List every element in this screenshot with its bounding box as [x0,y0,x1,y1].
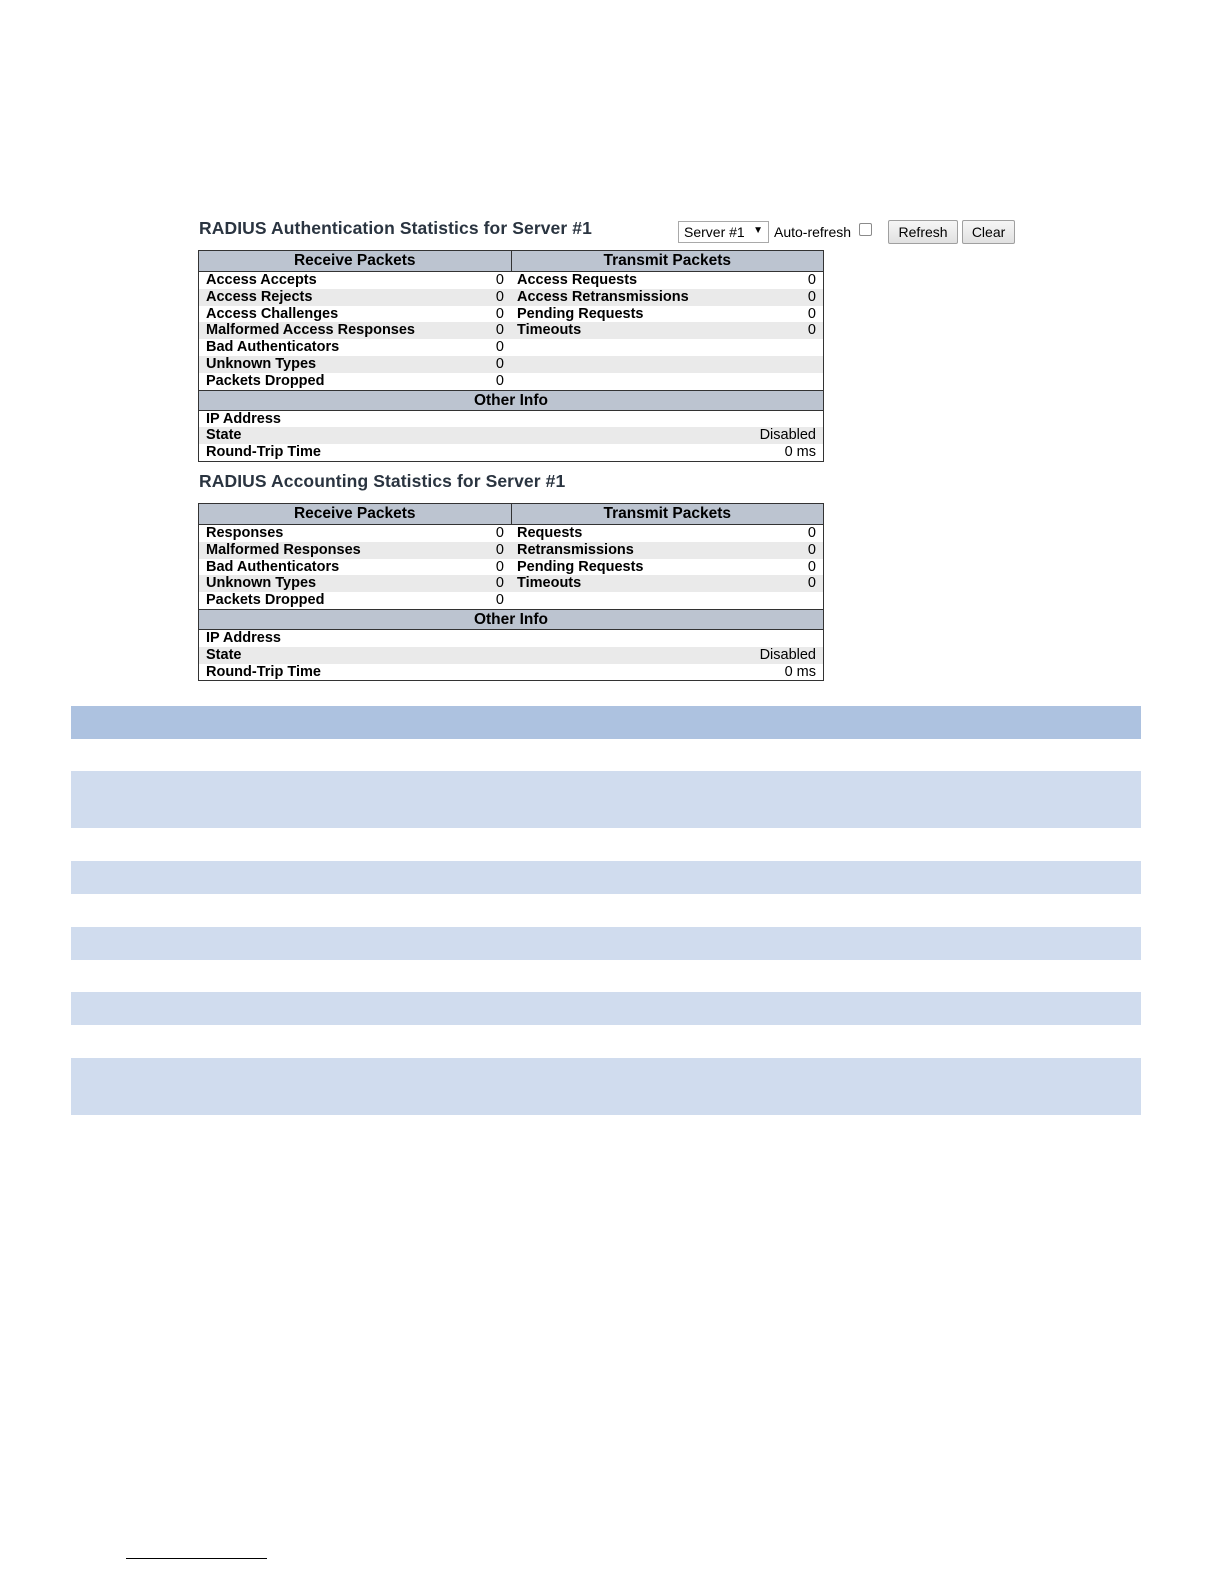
refresh-button[interactable]: Refresh [888,220,958,244]
table-row [199,542,823,559]
rx-value: 0 [495,575,504,592]
rx-label: Access Rejects [206,288,313,305]
rx-label: Malformed Access Responses [206,322,415,339]
auth-header-row [199,251,823,272]
other-label: State [206,427,242,444]
tx-label: Access Requests [517,272,638,288]
other-label: State [206,646,242,663]
table-row [199,630,823,647]
table-row [199,373,823,390]
other-value: 0 ms [784,663,816,680]
transmit-packets-header: Transmit Packets [511,504,824,524]
table-row [199,525,823,542]
table-row [199,592,823,609]
rx-label: Bad Authenticators [206,558,340,575]
tx-value: 0 [807,558,816,575]
rx-label: Unknown Types [206,575,317,592]
auth-stats-table [198,250,824,462]
footnote-divider [126,1558,267,1559]
tx-label: Pending Requests [517,305,644,322]
receive-packets-header: Receive Packets [293,505,416,522]
description-table-header [71,706,1141,739]
server-select-value: Server #1 [684,224,745,240]
rx-value: 0 [495,339,504,356]
tx-label: Access Retransmissions [517,288,689,305]
rx-value: 0 [495,322,504,339]
auto-refresh-label: Auto-refresh [774,224,852,240]
rx-label: Malformed Responses [206,541,361,558]
table-row [199,322,823,339]
other-label: IP Address [206,410,281,427]
tx-label: Timeouts [517,322,582,339]
rx-label: Packets Dropped [206,592,325,609]
rx-value: 0 [495,592,504,609]
table-row [199,444,823,461]
table-row [199,272,823,289]
rx-label: Bad Authenticators [206,339,340,356]
other-value: Disabled [759,427,816,444]
clear-button[interactable]: Clear [962,220,1015,244]
receive-packets-header: Receive Packets [293,252,416,269]
dropdown-arrow-icon: ▼ [753,225,763,236]
rx-value: 0 [495,541,504,558]
table-row [199,664,823,681]
description-table-row [71,927,1141,960]
tx-label: Requests [517,525,583,541]
table-row [199,306,823,323]
rx-value: 0 [495,288,504,305]
rx-label: Unknown Types [206,355,317,372]
rx-value: 0 [495,558,504,575]
auto-refresh-checkbox[interactable] [859,223,872,236]
table-row [199,339,823,356]
description-table-row [71,771,1141,828]
tx-label: Pending Requests [517,558,644,575]
rx-label: Access Accepts [206,272,317,288]
other-info-header: Other Info [199,609,823,630]
rx-value: 0 [495,525,504,541]
table-row [199,647,823,664]
rx-value: 0 [495,355,504,372]
rx-label: Responses [206,525,284,541]
acct-stats-table [198,503,824,681]
table-row [199,356,823,373]
auth-stats-title: RADIUS Authentication Statistics for Server #1 [199,218,592,238]
tx-value: 0 [807,541,816,558]
rx-value: 0 [495,372,504,389]
rx-value: 0 [495,272,504,288]
table-row [199,289,823,306]
tx-value: 0 [807,305,816,322]
table-row [199,411,823,428]
table-row [199,575,823,592]
acct-header-row [199,504,823,525]
other-value: 0 ms [784,444,816,461]
tx-label: Timeouts [517,575,582,592]
tx-value: 0 [807,525,816,541]
rx-value: 0 [495,305,504,322]
table-row [199,559,823,576]
other-label: Round-Trip Time [206,444,321,461]
tx-value: 0 [807,288,816,305]
description-table-row [71,1058,1141,1115]
tx-value: 0 [807,575,816,592]
other-info-header: Other Info [199,390,823,411]
toolbar [678,220,1015,244]
server-select[interactable] [678,221,769,243]
tx-value: 0 [807,272,816,288]
transmit-packets-header: Transmit Packets [511,251,824,271]
table-row [199,427,823,444]
rx-label: Access Challenges [206,305,339,322]
rx-label: Packets Dropped [206,372,325,389]
description-table-row [71,992,1141,1025]
acct-stats-title: RADIUS Accounting Statistics for Server #1 [199,471,566,491]
tx-value: 0 [807,322,816,339]
other-label: Round-Trip Time [206,663,321,680]
other-value: Disabled [759,646,816,663]
description-table-row [71,861,1141,894]
tx-label: Retransmissions [517,541,634,558]
other-label: IP Address [206,629,281,646]
